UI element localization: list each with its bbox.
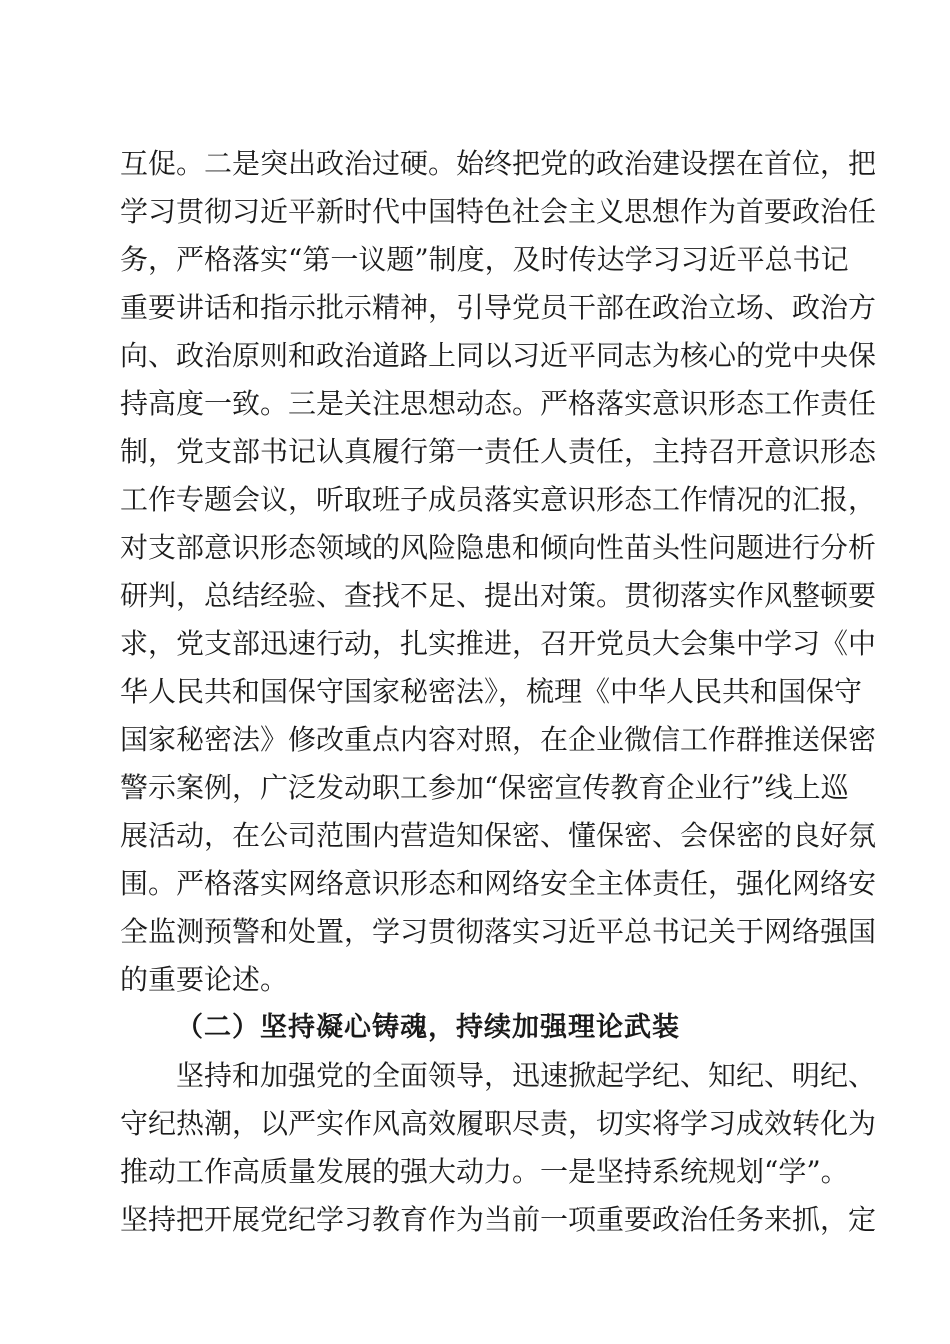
body-text-line: 务，严格落实“第一议题”制度，及时传达学习习近平总书记 (120, 243, 849, 276)
body-text-line: 求，党支部迅速行动，扎实推进，召开党员大会集中学习《中 (120, 627, 877, 660)
body-text-line: 警示案例，广泛发动职工参加“保密宣传教育企业行”线上巡 (120, 771, 849, 804)
body-text-line: 坚持把开展党纪学习教育作为当前一项重要政治任务来抓，定 (120, 1203, 877, 1236)
body-text-line: 研判，总结经验、查找不足、提出对策。贯彻落实作风整顿要 (120, 579, 877, 612)
body-text-line: 制，党支部书记认真履行第一责任人责任，主持召开意识形态 (120, 435, 877, 468)
body-text-line: 互促。二是突出政治过硬。始终把党的政治建设摆在首位，把 (120, 147, 877, 180)
body-text-line: 持高度一致。三是关注思想动态。严格落实意识形态工作责任 (120, 387, 877, 420)
body-text-line: 全监测预警和处置，学习贯彻落实习近平总书记关于网络强国 (120, 915, 877, 948)
body-text-line: 展活动，在公司范围内营造知保密、懂保密、会保密的良好氛 (120, 819, 877, 852)
body-text-line: 华人民共和国保守国家秘密法》，梳理《中华人民共和国保守 (120, 675, 863, 708)
body-text-line: 围。严格落实网络意识形态和网络安全主体责任，强化网络安 (120, 867, 877, 900)
body-text-line: 守纪热潮，以严实作风高效履职尽责，切实将学习成效转化为 (120, 1107, 877, 1140)
body-text-line: 向、政治原则和政治道路上同以习近平同志为核心的党中央保 (120, 339, 877, 372)
body-text-line: 国家秘密法》修改重点内容对照，在企业微信工作群推送保密 (120, 723, 877, 756)
body-text-line: 推动工作高质量发展的强大动力。一是坚持系统规划“学”。 (120, 1155, 849, 1188)
body-text-line: 学习贯彻习近平新时代中国特色社会主义思想作为首要政治任 (120, 195, 877, 228)
body-text-line: 坚持和加强党的全面领导，迅速掀起学纪、知纪、明纪、 (176, 1059, 877, 1092)
section-heading: （二）坚持凝心铸魂，持续加强理论武装 (176, 1012, 680, 1043)
body-text-line: 重要讲话和指示批示精神，引导党员干部在政治立场、政治方 (120, 291, 877, 324)
body-text-line: 的重要论述。 (120, 963, 289, 996)
body-text-line: 对支部意识形态领域的风险隐患和倾向性苗头性问题进行分析 (120, 531, 877, 564)
body-text-line: 工作专题会议，听取班子成员落实意识形态工作情况的汇报， (120, 483, 877, 516)
